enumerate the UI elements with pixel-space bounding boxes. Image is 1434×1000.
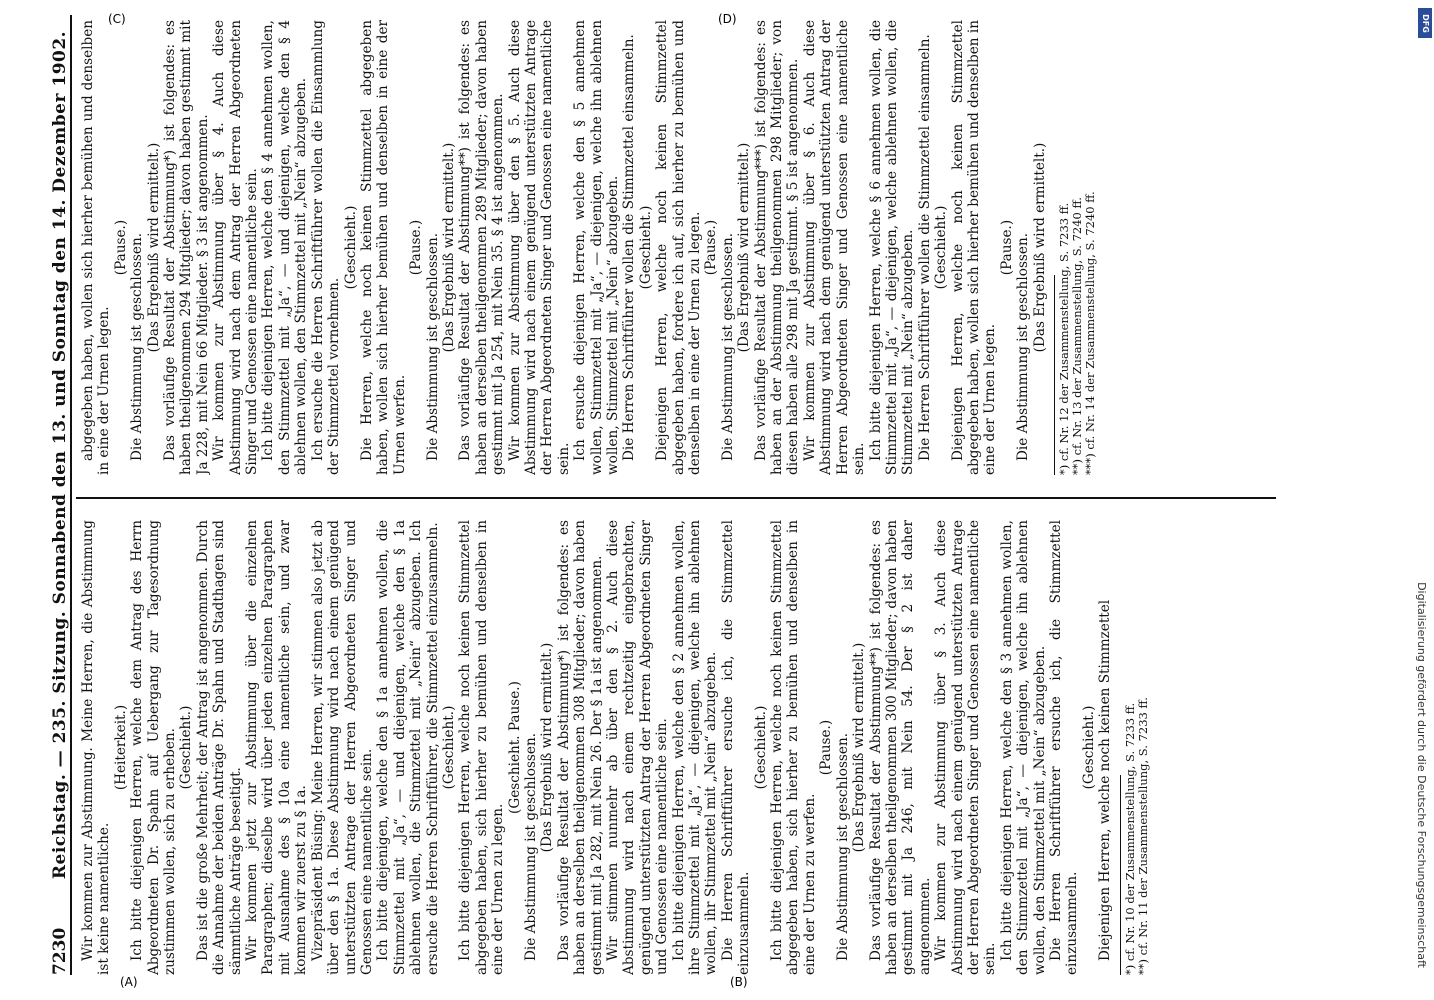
left-column	[80, 520, 1260, 975]
paragraph: Die Herren Schriftführer ersuche ich, die Stimmzettel einzusammeln.	[719, 520, 753, 975]
paragraph: Ich bitte diejenigen Herren, welche den § 2 annehmen wollen, ihre Stimmzettel mit „Ja“, — diejenigen, welche ihn ablehnen wollen, ihr Stimmzettel mit „Nein“ abzugeben.	[670, 520, 720, 975]
paragraph: Ich bitte diejenigen Herren, welche § 6 annehmen wollen, die Stimmzettel mit „Ja“, — diejenigen, welche ablehnen wollen, die Stimmzettel mit „Nein“ abzugeben.	[867, 20, 917, 475]
paragraph: Das ist die große Mehrheit; der Antrag ist angenommen. Durch die Annahme der beiden Anträge Dr. Spahn und Stadthagen sind sämmtliche Anträge beseitigt.	[194, 520, 244, 975]
paragraph: (Pause.)	[818, 719, 835, 776]
paragraph: (Geschieht.)	[342, 205, 359, 290]
paragraph: (Das Ergebniß wird ermittelt.)	[1031, 142, 1048, 353]
paragraph: Wir kommen zur Abstimmung. Meine Herren, die Abstimmung ist keine namentliche.	[80, 520, 113, 975]
paragraph: Wir stimmen nunmehr ab über den § 2. Auch diese Abstimmung wird nach einem rechtzeitig eingebrachten, genügend unterstützten Antrag der Herren Abgeordneten Singer und Genossen eine namentliche sein.	[605, 520, 671, 975]
paragraph: Diejenigen Herren, welche noch keinen Stimmzettel abgegeben haben, wollen sich hierher bemühen und denselben in eine der Urnen legen.	[949, 20, 999, 475]
paragraph: (Das Ergebniß wird ermittelt.)	[440, 142, 457, 353]
paragraph: Ich bitte diejenigen Herren, welche den § 3 annehmen wollen, den Stimmzettel mit „Ja“, — diejenigen, welche ihn ablehnen wollen, den Stimmzettel mit „Nein“ abzugeben.	[998, 520, 1048, 975]
paragraph: Ich bitte diejenigen Herren, welche den § 4 annehmen wollen, den Stimmzettel mit „Ja“, — und diejenigen, welche den § 4 ablehnen wollen, den Stimmzettel mit „Nein“ abzugeben.	[260, 20, 310, 475]
paragraph: Das vorläufige Resultat der Abstimmung***) ist folgendes: es haben an der Abstimmung theilgenommen 298 Mitglieder; von diesen haben alle 298 mit Ja gestimmt. § 5 ist angenommen.	[752, 20, 802, 475]
footnote: *) cf. Nr. 12 der Zusammenstellung, S. 7233 ff.	[1056, 202, 1071, 475]
paragraph: (Geschieht.)	[440, 705, 457, 790]
right-column	[80, 20, 1260, 475]
paragraph: (Geschieht.)	[178, 705, 195, 790]
page-number: 7230	[50, 927, 70, 975]
paragraph: (Heiterkeit.)	[112, 704, 129, 791]
paragraph: (Geschieht.)	[933, 205, 950, 290]
paragraph: Ich bitte diejenigen Herren, welche dem Antrag des Herrn Abgeordneten Dr. Spahn auf Uebergang zur Tagesordnung zustimmen wollen, sich zu erheben.	[129, 520, 179, 975]
paragraph: (Das Ergebniß wird ermittelt.)	[145, 142, 162, 353]
paragraph: abgegeben haben, wollen sich hierher bemühen und denselben in eine der Urnen legen.	[80, 20, 113, 475]
margin-marker-d: (D)	[718, 12, 737, 26]
paragraph: Das vorläufige Resultat der Abstimmung**) ist folgendes: es haben an derselben theilgenommen 300 Mitglieder; davon haben gestimmt mit Ja 246, mit Nein 54. Der § 2 ist daher angenommen.	[867, 520, 933, 975]
running-title: Reichstag. — 235. Sitzung. Sonnabend den 13. und Sonntag den 14. Dezember 1902.	[50, 30, 70, 880]
paragraph: Die Herren Schriftführer wollen die Stimmzettel einsammeln.	[621, 34, 638, 461]
paragraph: Ich ersuche diejenigen Herren, welche den § 5 annehmen wollen, Stimmzettel mit „Ja“, — diejenigen, welche ihn ablehnen wollen, Stimmzettel mit „Nein“ abzugeben.	[572, 20, 621, 475]
footnote: **) cf. Nr. 11 der Zusammenstellung, S. 7233 ff.	[1135, 697, 1150, 975]
paragraph: Die Herren, welche noch keinen Stimmzettel abgegeben haben, wollen sich hierher bemühen und denselben in eine der Urnen werfen.	[358, 20, 408, 475]
footnote: ***) cf. Nr. 14 der Zusammenstellung, S. 7240 ff.	[1082, 191, 1097, 475]
paragraph: Diejenigen Herren, welche noch keinen Stimmzettel abgegeben haben, fordere ich auf, sich hierher zu bemühen und denselben in eine der Urnen zu legen.	[654, 20, 704, 475]
paragraph: Diejenigen Herren, welche noch keinen Stimmzettel	[1097, 599, 1114, 961]
paragraph: (Das Ergebniß wird ermittelt.)	[736, 142, 753, 353]
paragraph: Die Herren Schriftführer ersuche ich, die Stimmzettel einzusammeln.	[1047, 520, 1081, 975]
paragraph: (Pause.)	[408, 219, 425, 276]
paragraph: Wir kommen zur Abstimmung über § 6. Auch diese Abstimmung wird nach dem genügend unterstützten Antrag der Herren Abgeordneten Singer und Genossen eine namentliche sein.	[801, 20, 868, 475]
footnote: *) cf. Nr. 10 der Zusammenstellung, S. 7233 ff.	[1122, 702, 1137, 975]
paragraph: (Geschieht. Pause.)	[506, 681, 523, 814]
paragraph: Das vorläufige Resultat der Abstimmung*) ist folgendes: es haben an derselben theilgenommen 308 Mitglieder; davon haben gestimmt mit Ja 282, mit Nein 26. Der § 1a ist angenommen.	[555, 520, 605, 975]
paragraph: Die Abstimmung ist geschlossen.	[719, 232, 736, 461]
digitization-note	[1412, 8, 1432, 998]
paragraph: Ich bitte diejenigen, welche den § 1a annehmen wollen, die Stimmzettel mit „Ja“, — und diejenigen, welche den § 1a ablehnen wollen, die Stimmzettel mit „Nein“ abzugeben. Ich ersuche die Herren Schriftführer, die Stimmzettel einzusammeln.	[375, 520, 441, 975]
paragraph: Wir kommen zur Abstimmung über § 3. Auch diese Abstimmung wird nach einem genügend unterstützten Antrage der Herren Abgeordneten Singer und Genossen eine namentliche sein.	[933, 520, 999, 975]
paragraph: Die Abstimmung ist geschlossen.	[834, 732, 851, 961]
paragraph: Ich bitte diejenigen Herren, welche noch keinen Stimmzettel abgegeben haben, sich hierher zu bemühen und denselben in eine der Urnen zu werfen.	[769, 520, 818, 975]
paragraph: Die Abstimmung ist geschlossen.	[522, 732, 539, 961]
margin-marker-c: (C)	[108, 12, 126, 26]
footnotes	[1054, 191, 1097, 475]
paragraph: Die Abstimmung ist geschlossen.	[1015, 232, 1032, 461]
paragraph: Wir kommen zur Abstimmung über den § 5. Auch diese Abstimmung wird nach einem genügend unterstützten Antrage der Herren Abgeordneten Singer und Genossen eine namentliche sein.	[506, 20, 572, 475]
page-header	[40, 15, 72, 975]
paragraph: Vizepräsident Büsing: Meine Herren, wir stimmen also jetzt ab über den § 1a. Diese Abstimmung wird nach einem genügend unterstützten Antrage der Herren Abgeordneten Singer und Genossen eine namentliche sein.	[309, 520, 375, 975]
paragraph: (Geschieht.)	[1080, 705, 1097, 790]
margin-marker-a: (A)	[120, 975, 138, 989]
margin-marker-b: (B)	[730, 975, 748, 989]
paragraph: Die Abstimmung ist geschlossen.	[129, 232, 146, 461]
paragraph: (Pause.)	[703, 219, 720, 276]
digitization-text: Digitalisierung gefördert durch die Deutsche Forschungsgemeinschaft	[1415, 582, 1428, 968]
paragraph: Wir kommen zur Abstimmung über § 4. Auch diese Abstimmung wird nach dem Antrag der Herren Abgeordneten Singer und Genossen eine namentliche sein.	[211, 20, 261, 475]
footnotes	[1120, 697, 1150, 975]
dfg-logo	[1418, 8, 1432, 38]
paragraph: Ich bitte diejenigen Herren, welche noch keinen Stimmzettel abgegeben haben, sich hierher zu bemühen und denselben in eine der Urnen zu legen.	[457, 520, 507, 975]
rotated-page	[40, 0, 1370, 975]
dfg-logo-text: DFG	[1420, 13, 1430, 33]
paragraph: Die Herren Schriftführer wollen die Stimmzettel einsammeln.	[916, 34, 933, 461]
paragraph: (Das Ergebniß wird ermittelt.)	[851, 642, 868, 853]
paragraph: (Pause.)	[112, 219, 129, 276]
paragraph: Das vorläufige Resultat der Abstimmung*) ist folgendes: es haben theilgenommen 294 Mitglieder; davon haben gestimmt mit Ja 228, mit Nein 66 Mitglieder. § 3 ist angenommen.	[162, 20, 211, 475]
paragraph: (Geschieht.)	[637, 205, 654, 290]
footnote: **) cf. Nr. 13 der Zusammenstellung, S. 7240 ff.	[1069, 197, 1084, 475]
paragraph: (Pause.)	[998, 219, 1015, 276]
paragraph: Wir kommen jetzt zur Abstimmung über die einzelnen Paragraphen; dieselbe wird über jeden einzelnen Paragraphen mit Ausnahme des § 10a eine namentliche sein, und zwar kommen wir zuerst zu § 1a.	[244, 520, 310, 975]
paragraph: Das vorläufige Resultat der Abstimmung**) ist folgendes: es haben an derselben theilgenommen 289 Mitglieder; davon haben gestimmt mit Ja 254, mit Nein 35. § 4 ist angenommen.	[457, 20, 507, 475]
column-divider	[76, 498, 1276, 500]
paragraph: (Das Ergebniß wird ermittelt.)	[539, 642, 556, 853]
paragraph: (Geschieht.)	[752, 705, 769, 790]
paragraph: Die Abstimmung ist geschlossen.	[424, 232, 441, 461]
paragraph: Ich ersuche die Herren Schriftführer wollen die Einsammlung der Stimmzettel vornehmen.	[309, 20, 343, 475]
